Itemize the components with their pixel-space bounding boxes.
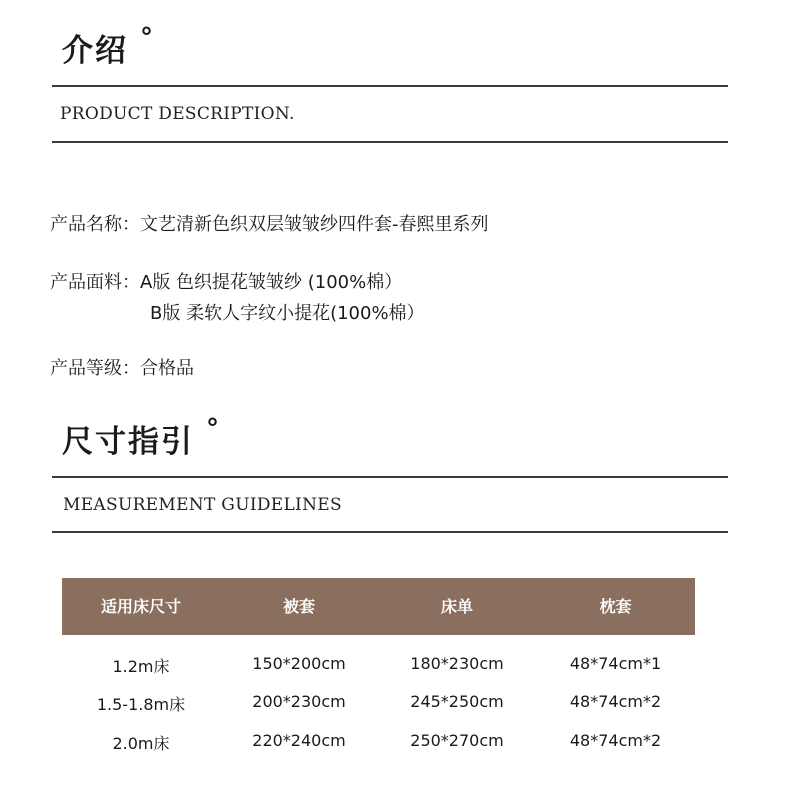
table-row [62,731,695,753]
cell-bed-size: 2.0m床 [112,734,170,753]
degree-mark: ° [206,414,221,444]
product-grade-row [50,354,194,380]
product-name-label: 产品名称： [50,214,140,235]
product-name-row [50,210,489,236]
cell-duvet-cover: 150*200cm [252,654,346,673]
cell-duvet-cover: 200*230cm [252,692,346,711]
product-fabric-label: 产品面料： [50,272,140,293]
table-row [62,654,695,676]
size-table-header [62,578,695,635]
intro-subtitle: PRODUCT DESCRIPTION. [60,104,295,124]
size-bottom-rule [52,531,728,533]
degree-mark: ° [140,23,155,53]
intro-top-rule [52,85,728,87]
table-row [62,692,695,714]
product-fabric-b: B版 柔软人字纹小提花(100%棉） [150,303,425,324]
header-duvet-cover: 被套 [282,597,315,616]
product-grade-value: 合格品 [140,358,194,379]
size-title: 尺寸指引 [62,424,194,460]
cell-bed-size: 1.2m床 [112,657,170,676]
intro-title: 介绍 [62,33,128,69]
product-fabric-a: A版 色织提花皱皱纱 (100%棉） [140,272,403,293]
product-fabric-row [50,268,402,294]
cell-bed-sheet: 180*230cm [410,654,504,673]
header-pillowcase: 枕套 [599,597,632,616]
size-top-rule [52,476,728,478]
header-bed-sheet: 床单 [440,597,473,616]
intro-heading [62,25,155,70]
cell-pillowcase: 48*74cm*2 [569,692,662,711]
cell-bed-sheet: 245*250cm [410,692,504,711]
product-name-value: 文艺清新色织双层皱皱纱四件套-春熙里系列 [140,214,489,235]
cell-duvet-cover: 220*240cm [252,731,346,750]
size-heading [62,416,221,461]
cell-bed-size: 1.5-1.8m床 [96,695,186,714]
cell-pillowcase: 48*74cm*2 [569,731,662,750]
product-grade-label: 产品等级： [50,358,140,379]
intro-bottom-rule [52,141,728,143]
cell-pillowcase: 48*74cm*1 [569,654,662,673]
cell-bed-sheet: 250*270cm [410,731,504,750]
size-subtitle: MEASUREMENT GUIDELINES [63,495,342,515]
header-bed-size: 适用床尺寸 [100,597,181,616]
